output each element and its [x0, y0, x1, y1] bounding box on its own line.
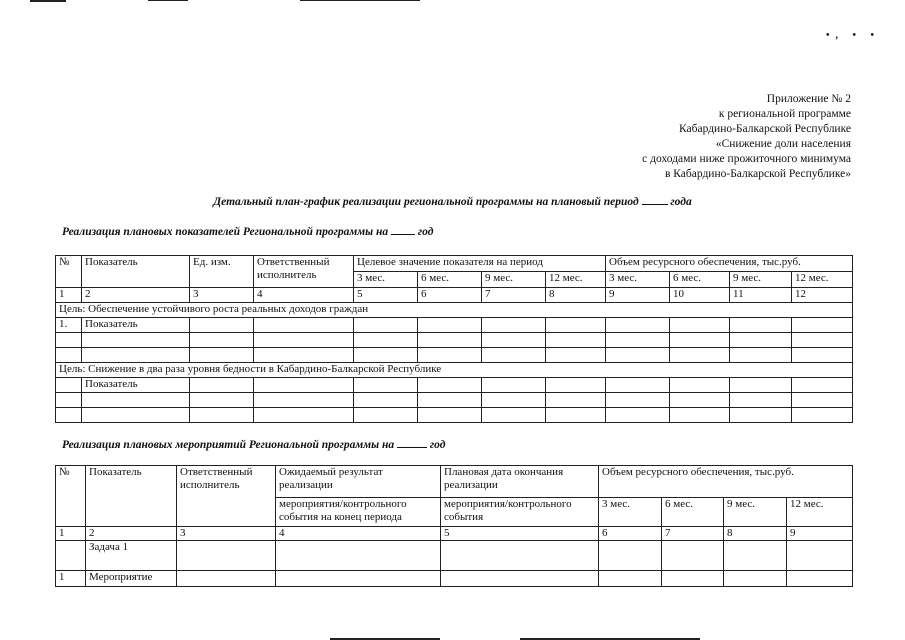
column-number: 5	[441, 527, 599, 541]
goal-label: Цель: Обеспечение устойчивого роста реальных доходов граждан	[56, 303, 853, 318]
header-period: 9 мес.	[724, 498, 787, 527]
header-num: №	[56, 466, 86, 527]
header-period: 9 мес.	[730, 272, 792, 288]
table-row	[56, 541, 853, 571]
header-expected-result-detail: мероприятия/контрольного события на конец периода	[276, 498, 441, 527]
table-row	[56, 408, 853, 423]
section-title-suffix: год	[417, 226, 434, 238]
header-resources: Объем ресурсного обеспечения, тыс.руб.	[599, 466, 853, 498]
header-period: 3 мес.	[606, 272, 670, 288]
indicators-table	[55, 255, 853, 423]
appendix-line: Кабардино-Балкарской Республике	[679, 123, 851, 135]
header-target: Целевое значение показателя на период	[354, 256, 606, 272]
column-number: 2	[82, 288, 190, 303]
column-number: 4	[254, 288, 354, 303]
document-title	[0, 196, 905, 208]
row-num: 1	[56, 571, 86, 587]
header-indicator: Показатель	[82, 256, 190, 288]
year-blank	[642, 204, 668, 205]
column-number: 1	[56, 527, 86, 541]
appendix-line: с доходами ниже прожиточного минимума	[642, 153, 851, 165]
column-number: 2	[86, 527, 177, 541]
table-header-row	[56, 256, 853, 272]
header-period: 3 мес.	[599, 498, 662, 527]
row-num: 1.	[56, 318, 82, 333]
column-number: 3	[190, 288, 254, 303]
table-header-row	[56, 466, 853, 498]
section-title-events	[62, 439, 445, 451]
column-number: 9	[606, 288, 670, 303]
header-responsible: Ответственный исполнитель	[254, 256, 354, 288]
column-number: 8	[546, 288, 606, 303]
header-period: 12 мес.	[787, 498, 853, 527]
row-indicator: Показатель	[82, 378, 190, 393]
column-number: 1	[56, 288, 82, 303]
title-suffix: года	[670, 196, 692, 208]
header-expected-result: Ожидаемый результат реализации	[276, 466, 441, 498]
header-resources: Объем ресурсного обеспечения, тыс.руб.	[606, 256, 853, 272]
header-responsible: Ответственный исполнитель	[177, 466, 276, 527]
column-number: 8	[724, 527, 787, 541]
column-number: 9	[787, 527, 853, 541]
appendix-line: «Снижение доли населения	[715, 138, 851, 150]
header-deadline: Плановая дата окончания реализации	[441, 466, 599, 498]
column-number-row	[56, 288, 853, 303]
column-number-row	[56, 527, 853, 541]
table-row	[56, 378, 853, 393]
column-number: 6	[418, 288, 482, 303]
column-number: 12	[792, 288, 853, 303]
header-num: №	[56, 256, 82, 288]
scan-artifact-line	[300, 0, 420, 1]
table-row	[56, 571, 853, 587]
year-blank	[397, 447, 427, 448]
header-period: 12 мес.	[546, 272, 606, 288]
column-number: 10	[670, 288, 730, 303]
scan-artifact-line	[148, 0, 188, 1]
column-number: 4	[276, 527, 441, 541]
header-unit: Ед. изм.	[190, 256, 254, 288]
header-deadline-detail: мероприятия/контрольного события	[441, 498, 599, 527]
header-indicator: Показатель	[86, 466, 177, 527]
events-table	[55, 465, 853, 587]
appendix-block	[642, 92, 851, 182]
year-blank	[391, 234, 415, 235]
header-period: 6 мес.	[670, 272, 730, 288]
table-row	[56, 318, 853, 333]
header-period: 6 мес.	[662, 498, 724, 527]
header-period: 3 мес.	[354, 272, 418, 288]
column-number: 11	[730, 288, 792, 303]
header-period: 12 мес.	[792, 272, 853, 288]
table-row	[56, 348, 853, 363]
goal-row	[56, 363, 853, 378]
appendix-line: Приложение № 2	[766, 93, 851, 105]
section-title-text: Реализация плановых показателей Региональной программы на	[62, 226, 389, 238]
column-number: 3	[177, 527, 276, 541]
column-number: 7	[662, 527, 724, 541]
column-number: 7	[482, 288, 546, 303]
header-period: 9 мес.	[482, 272, 546, 288]
event-label: Мероприятие	[86, 571, 177, 587]
goal-row	[56, 303, 853, 318]
column-number: 6	[599, 527, 662, 541]
section-title-text: Реализация плановых мероприятий Региональной программы на	[62, 439, 395, 451]
goal-label: Цель: Снижение в два раза уровня бедности в Кабардино-Балкарской Республике	[56, 363, 853, 378]
page-marks: •, • •	[826, 30, 881, 41]
appendix-line: в Кабардино-Балкарской Республике»	[664, 168, 851, 180]
column-number: 5	[354, 288, 418, 303]
section-title-indicators	[62, 226, 433, 238]
scan-artifact-line	[30, 0, 66, 2]
header-period: 6 мес.	[418, 272, 482, 288]
table-row	[56, 333, 853, 348]
title-text: Детальный план-график реализации региональной программы на плановый период	[213, 196, 639, 208]
task-label: Задача 1	[86, 541, 177, 571]
row-indicator: Показатель	[82, 318, 190, 333]
table-row	[56, 393, 853, 408]
appendix-line: к региональной программе	[718, 108, 851, 120]
section-title-suffix: год	[429, 439, 446, 451]
